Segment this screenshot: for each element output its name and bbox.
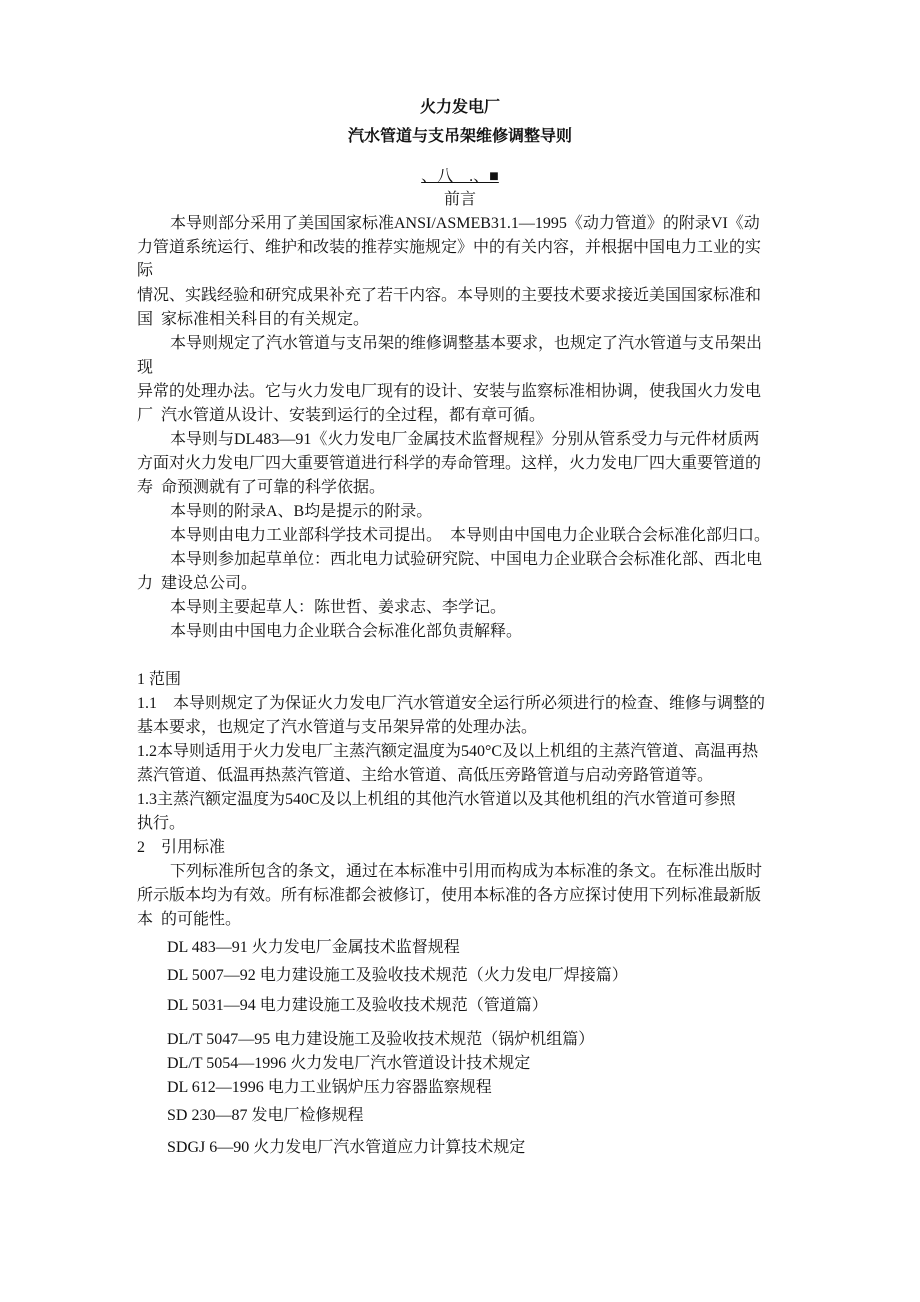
paragraph-line: 寿 命预测就有了可靠的科学依据。 [137, 479, 386, 496]
paragraph-line: 1.1 本导则规定了为保证火力发电厂汽水管道安全运行所必须进行的检查、维修与调整的 [137, 695, 766, 712]
paragraph-line: 下列标准所包含的条文，通过在本标准中引用而构成为本标准的条文。在标准出版时 [170, 863, 763, 880]
paragraph-line: 本导则由电力工业部科学技术司提出。 本导则由中国电力企业联合会标准化部归口。 [170, 527, 771, 544]
paragraph-line: 1.2本导则适用于火力发电厂主蒸汽额定温度为540°C及以上机组的主蒸汽管道、高温再热 [137, 743, 759, 760]
reference-item: DL/T 5054—1996 火力发电厂汽水管道设计技术规定 [167, 1055, 531, 1072]
paragraph-line: 力管道系统运行、维护和改装的推荐实施规定》中的有关内容，并根据中国电力工业的实 [137, 239, 762, 256]
paragraph-line: 执行。 [137, 815, 186, 832]
paragraph-line: 本导则规定了汽水管道与支吊架的维修调整基本要求，也规定了汽水管道与支吊架出 [170, 335, 763, 352]
paragraph-line: 国 家标准相关科目的有关规定。 [137, 311, 370, 328]
paragraph-line: 本导则的附录A、B均是提示的附录。 [170, 503, 433, 520]
paragraph-line: 现 [137, 359, 154, 376]
reference-item: SD 230—87 发电厂检修规程 [167, 1107, 364, 1124]
paragraph-line: 蒸汽管道、低温再热蒸汽管道、主给水管道、高低压旁路管道与启动旁路管道等。 [137, 767, 714, 784]
paragraph-line: 际 [137, 262, 154, 279]
paragraph-line: 本 的可能性。 [137, 911, 242, 928]
reference-item: DL 483—91 火力发电厂金属技术监督规程 [167, 939, 460, 956]
section-heading: 1 范围 [137, 671, 182, 688]
reference-item: SDGJ 6—90 火力发电厂汽水管道应力计算技术规定 [167, 1139, 526, 1156]
paragraph-line: 所示版本均为有效。所有标准都会被修订，使用本标准的各方应探讨使用下列标准最新版 [137, 887, 762, 904]
paragraph-line: 方面对火力发电厂四大重要管道进行科学的寿命管理。这样，火力发电厂四大重要管道的 [137, 455, 762, 472]
paragraph-line: 1.3主蒸汽额定温度为540C及以上机组的其他汽水管道以及其他机组的汽水管道可参照 [137, 791, 736, 808]
scan-artifact-line: 、八 .、■ [421, 168, 499, 185]
paragraph-line: 基本要求，也规定了汽水管道与支吊架异常的处理办法。 [137, 719, 538, 736]
paragraph-line: 异常的处理办法。它与火力发电厂现有的设计、安装与监察标准相协调，使我国火力发电 [137, 383, 762, 400]
paragraph-line: 本导则与DL483—91《火力发电厂金属技术监督规程》分别从管系受力与元件材质两 [170, 431, 760, 448]
paragraph-line: 力 建设总公司。 [137, 575, 258, 592]
paragraph-line: 本导则主要起草人：陈世哲、姜求志、李学记。 [170, 599, 507, 616]
paragraph-line: 本导则参加起草单位：西北电力试验研究院、中国电力企业联合会标准化部、西北电 [170, 551, 763, 568]
reference-item: DL/T 5047—95 电力建设施工及验收技术规范（锅炉机组篇） [167, 1031, 595, 1048]
reference-item: DL 5031—94 电力建设施工及验收技术规范（管道篇） [167, 997, 548, 1014]
paragraph-line: 本导则部分采用了美国国家标准ANSI/ASMEB31.1—1995《动力管道》的附录VI《动 [170, 215, 760, 232]
paragraph-line: 本导则由中国电力企业联合会标准化部负责解释。 [170, 623, 523, 640]
document-subtitle: 汽水管道与支吊架维修调整导则 [347, 128, 572, 145]
document-title: 火力发电厂 [419, 99, 500, 116]
paragraph-line: 情况、实践经验和研究成果补充了若干内容。本导则的主要技术要求接近美国国家标准和 [137, 287, 762, 304]
paragraph-line: 厂 汽水管道从设计、安装到运行的全过程，都有章可循。 [137, 407, 546, 424]
section-heading: 2 引用标准 [137, 839, 226, 856]
reference-item: DL 612—1996 电力工业锅炉压力容器监察规程 [167, 1079, 492, 1096]
preface-heading: 前言 [443, 191, 476, 208]
reference-item: DL 5007—92 电力建设施工及验收技术规范（火力发电厂焊接篇） [167, 967, 628, 984]
